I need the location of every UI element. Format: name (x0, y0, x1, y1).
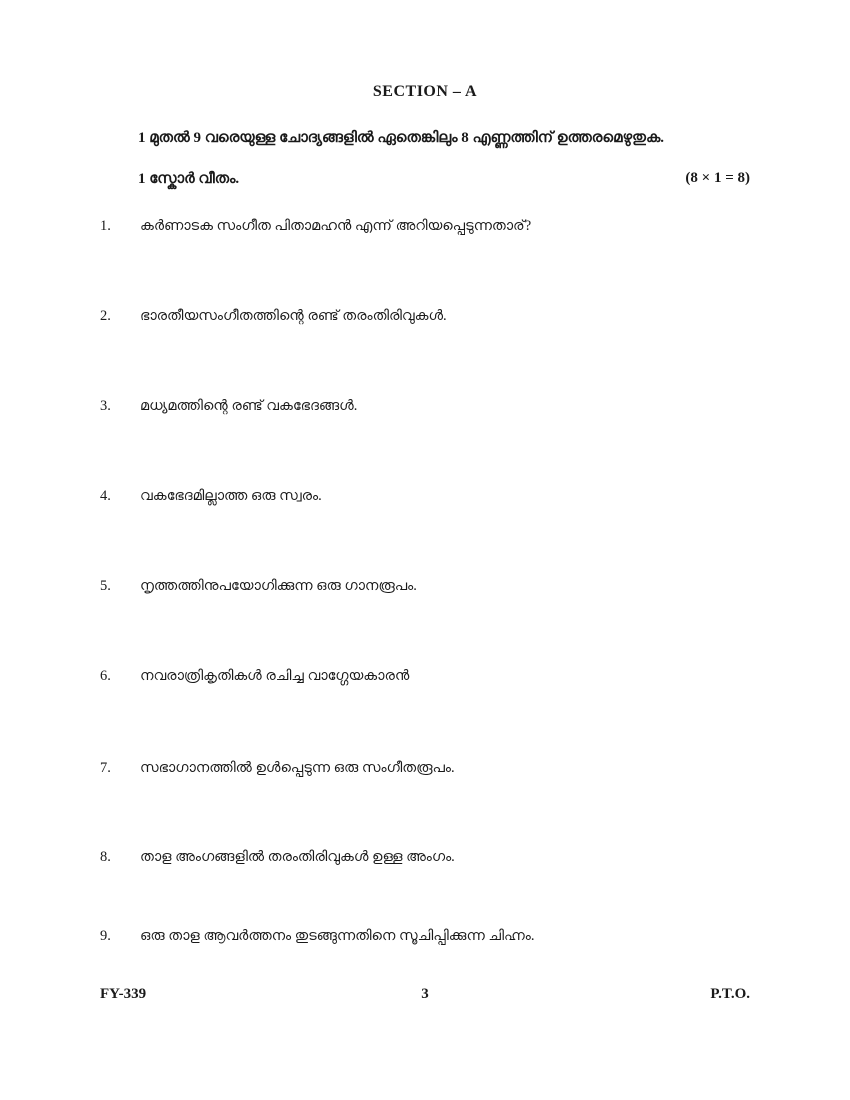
question-text: സഭാഗാനത്തിൽ ഉൾപ്പെടുന്ന ഒരു സംഗീതരൂപം. (140, 760, 455, 776)
instruction-line: 1 മുതൽ 9 വരെയുള്ള ചോദ്യങ്ങളിൽ ഏതെങ്കിലും 8 എണ്ണത്തിന് ഉത്തരമെഴുതുക. (138, 130, 665, 146)
marks-allocation: (8 × 1 = 8) (685, 170, 750, 186)
question-number: 9. (100, 928, 111, 944)
question-number: 7. (100, 760, 111, 776)
question-text: മധ്യമത്തിന്റെ രണ്ട് വകഭേദങ്ങൾ. (140, 398, 358, 414)
page-number: 3 (421, 986, 429, 1002)
question-number: 8. (100, 849, 111, 865)
question-number: 6. (100, 668, 111, 684)
question-text: നവരാത്രികൃതികൾ രചിച്ച വാഗ്ഗേയകാരൻ (140, 668, 410, 684)
question-text: താള അംഗങ്ങളിൽ തരംതിരിവുകൾ ഉള്ള അംഗം. (140, 849, 455, 865)
question-text: വകഭേദമില്ലാത്ത ഒരു സ്വരം. (140, 488, 322, 504)
question-text: നൃത്തത്തിനുപയോഗിക്കുന്ന ഒരു ഗാനരൂപം. (140, 578, 417, 594)
question-number: 5. (100, 578, 111, 594)
question-text: ഒരു താള ആവർത്തനം തുടങ്ങുന്നതിനെ സൂചിപ്പിക്കുന്ന ചിഹ്നം. (140, 928, 535, 944)
question-number: 4. (100, 488, 111, 504)
question-text: കർണാടക സംഗീത പിതാമഹൻ എന്ന് അറിയപ്പെടുന്നതാര്? (140, 218, 532, 234)
question-number: 1. (100, 218, 111, 234)
question-number: 3. (100, 398, 111, 414)
question-text: ഭാരതീയസംഗീതത്തിന്റെ രണ്ട് തരംതിരിവുകൾ. (140, 308, 447, 324)
question-number: 2. (100, 308, 111, 324)
pto-note: P.T.O. (710, 986, 750, 1002)
score-note: 1 സ്കോർ വീതം. (138, 171, 240, 187)
section-title: SECTION – A (372, 83, 478, 100)
paper-code: FY-339 (100, 986, 147, 1002)
